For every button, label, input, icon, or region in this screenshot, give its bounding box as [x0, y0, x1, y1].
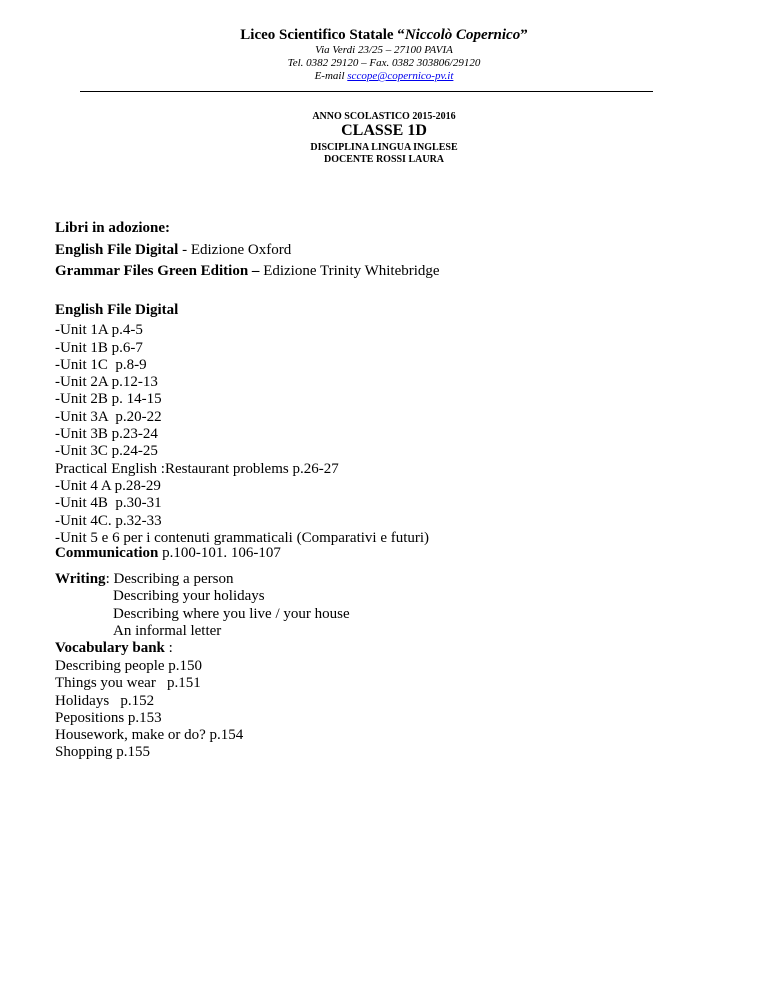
unit-item: -Unit 2B p. 14-15	[55, 391, 162, 408]
unit-item: -Unit 3A p.20-22	[55, 408, 162, 425]
school-name: Niccolò Copernico	[404, 27, 521, 43]
book-item: Grammar Files Green Edition – Edizione Trinity Whitebridge	[55, 263, 440, 279]
school-address: Via Verdi 23/25 – 27100 PAVIA	[315, 44, 453, 56]
writing-item: An informal letter	[113, 622, 222, 639]
class-title: CLASSE 1D	[341, 122, 427, 139]
school-phone: Tel. 0382 29120 – Fax. 0382 303806/29120	[287, 57, 481, 69]
school-title: Liceo Scientifico Statale “Niccolò Copernico”	[240, 27, 528, 43]
communication-line: Communication p.100-101. 106-107	[55, 545, 281, 561]
unit-item: -Unit 3C p.24-25	[55, 443, 158, 460]
subject: DISCIPLINA LINGUA INGLESE	[310, 142, 458, 153]
header-divider	[80, 91, 653, 92]
efd-section	[55, 302, 429, 547]
writing-item: Describing your holidays	[113, 588, 265, 605]
writing-first: Writing: Describing a person	[55, 571, 234, 587]
unit-item: -Unit 4C. p.32-33	[55, 512, 162, 529]
unit-item: Practical English :Restaurant problems p.26-27	[55, 460, 339, 477]
unit-item: -Unit 1B p.6-7	[55, 339, 143, 356]
books-heading: Libri in adozione:	[55, 220, 171, 236]
vocabulary-heading: Vocabulary bank :	[55, 640, 173, 657]
vocabulary-list	[55, 658, 243, 762]
unit-item: -Unit 4B p.30-31	[55, 495, 162, 512]
writing-item: Describing where you live / your house	[113, 605, 350, 622]
efd-heading: English File Digital	[55, 302, 179, 318]
writing-section	[55, 571, 350, 657]
unit-item: -Unit 4 A p.28-29	[55, 477, 161, 494]
vocabulary-item: Things you wear p.151	[55, 675, 201, 692]
book-item: English File Digital - Edizione Oxford	[55, 241, 292, 258]
unit-item: -Unit 1A p.4-5	[55, 322, 143, 339]
vocabulary-item: Describing people p.150	[55, 658, 203, 674]
school-email-line: E-mail sccope@copernico-pv.it	[314, 70, 454, 82]
unit-item: -Unit 5 e 6 per i contenuti grammaticali (Comparativi e futuri)	[55, 529, 430, 546]
vocabulary-item: Housework, make or do? p.154	[55, 727, 244, 744]
vocabulary-item: Shopping p.155	[55, 744, 151, 761]
vocabulary-item: Holidays p.152	[55, 692, 155, 709]
unit-item: -Unit 3B p.23-24	[55, 426, 158, 443]
unit-item: -Unit 2A p.12-13	[55, 374, 158, 391]
vocabulary-item: Pepositions p.153	[55, 709, 162, 726]
books-section	[55, 218, 440, 283]
email-link[interactable]: sccope@copernico-pv.it	[347, 70, 454, 82]
teacher: DOCENTE ROSSI LAURA	[323, 154, 445, 165]
school-year: ANNO SCOLASTICO 2015-2016	[312, 111, 456, 122]
unit-item: -Unit 1C p.8-9	[55, 356, 147, 373]
